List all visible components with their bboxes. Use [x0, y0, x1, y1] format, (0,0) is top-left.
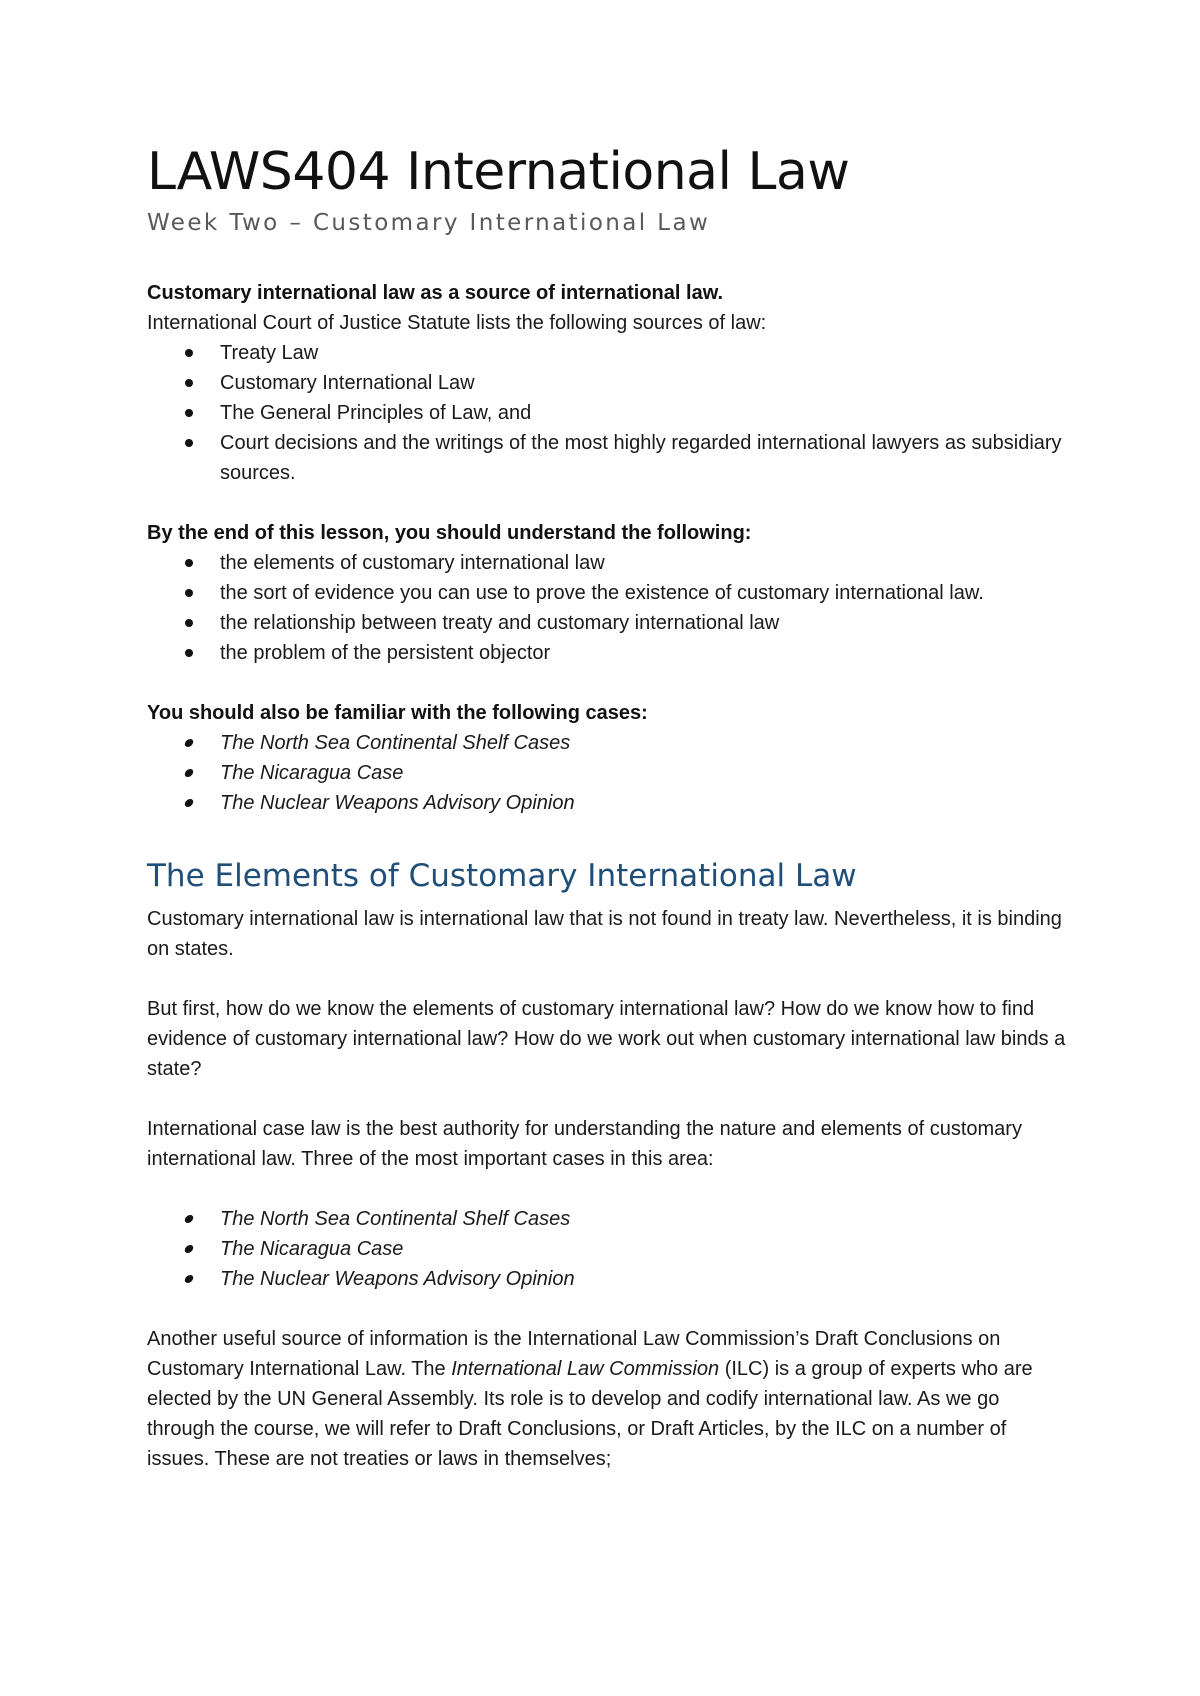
bullet-icon: [185, 409, 193, 417]
elements-cases-list: [147, 1204, 1067, 1294]
bullet-icon: [185, 649, 193, 657]
sources-heading: Customary international law as a source of international law.: [147, 282, 724, 304]
sources-list: [147, 338, 1067, 488]
bullet-icon: [185, 559, 193, 567]
ilc-italic: International Law Commission: [451, 1358, 720, 1380]
bullet-icon: [184, 769, 195, 777]
list-item: Customary International Law: [147, 368, 1067, 398]
outcomes-heading: By the end of this lesson, you should understand the following:: [147, 522, 752, 544]
list-item: The Nuclear Weapons Advisory Opinion: [147, 1264, 1067, 1294]
elements-heading: The Elements of Customary International Law: [147, 858, 857, 894]
document-subtitle: Week Two – Customary International Law: [147, 210, 711, 236]
elements-paragraph-1: Customary international law is international law that is not found in treaty law. Nevertheless, it is binding on states.: [147, 908, 1062, 960]
bullet-icon: [184, 1245, 195, 1253]
bullet-icon: [185, 349, 193, 357]
bullet-icon: [184, 1215, 195, 1223]
list-item: The Nuclear Weapons Advisory Opinion: [147, 788, 1067, 818]
list-item: the problem of the persistent objector: [147, 638, 1067, 668]
cases-list: [147, 728, 1067, 818]
elements-paragraph-3: International case law is the best authority for understanding the nature and elements of customary international law. Three of the most important cases in this area:: [147, 1118, 1022, 1170]
bullet-icon: [185, 619, 193, 627]
list-item: Court decisions and the writings of the most highly regarded international lawyers as subsidiary sources.: [147, 428, 1067, 488]
elements-paragraph-2: But first, how do we know the elements of customary international law? How do we know how to find evidence of customary international law? How do we work out when customary international law binds a state?: [147, 998, 1066, 1080]
list-item: The Nicaragua Case: [147, 1234, 1067, 1264]
list-item: The General Principles of Law, and: [147, 398, 1067, 428]
list-item: The Nicaragua Case: [147, 758, 1067, 788]
bullet-icon: [185, 439, 193, 447]
list-item: The North Sea Continental Shelf Cases: [147, 728, 1067, 758]
list-item: the sort of evidence you can use to prove the existence of customary international law.: [147, 578, 1067, 608]
elements-paragraph-4: Another useful source of information is the International Law Commission’s Draft Conclusions on Customary International Law. The International Law Commission (ILC) is a group of experts who are elected by the UN General Assembly. Its role is to develop and codify international law. As we go through the course, we will refer to Draft Conclusions, or Draft Articles, by the ILC on a number of issues. These are not treaties or laws in themselves;: [147, 1328, 1033, 1470]
list-item: the elements of customary international law: [147, 548, 1067, 578]
bullet-icon: [184, 739, 195, 747]
list-item: Treaty Law: [147, 338, 1067, 368]
outcomes-list: [147, 548, 1067, 668]
list-item: the relationship between treaty and customary international law: [147, 608, 1067, 638]
document-title: LAWS404 International Law: [147, 142, 850, 202]
bullet-icon: [185, 379, 193, 387]
document-page: [147, 140, 1067, 1474]
bullet-icon: [185, 589, 193, 597]
bullet-icon: [184, 1275, 195, 1283]
list-item: The North Sea Continental Shelf Cases: [147, 1204, 1067, 1234]
bullet-icon: [184, 799, 195, 807]
sources-intro: International Court of Justice Statute lists the following sources of law:: [147, 312, 767, 334]
cases-heading: You should also be familiar with the following cases:: [147, 702, 648, 724]
